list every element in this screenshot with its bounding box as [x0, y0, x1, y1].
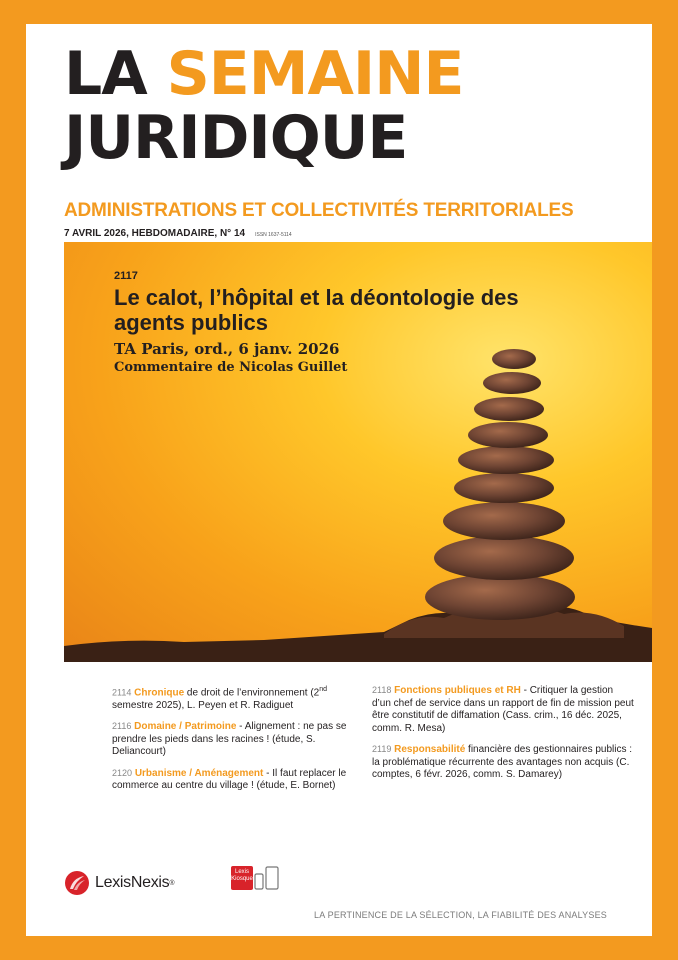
toc-item-text: - Alignement : ne pas se prendre les pieds dans les racines ! (étude, S. Deliancourt) [112, 721, 347, 758]
toc-item-text: de droit de l’environnement (2 [184, 687, 320, 699]
publisher-tagline: LA PERTINENCE DE LA SÉLECTION, LA FIABILITÉ DES ANALYSES [314, 910, 607, 920]
masthead-semaine: SEMAINE [166, 39, 464, 109]
toc-item[interactable] [112, 767, 368, 793]
toc-item[interactable] [372, 684, 634, 735]
lexis-kiosque-badge[interactable] [231, 866, 279, 890]
toc-item-text: - Critiquer la gestion d’un chef de service dans un rapport de fin de mission peut être constitutif de diffamation (Cass. crim., 16 déc. 2025, comm. R. Mesa) [372, 685, 634, 734]
article-reference: TA Paris, ord., 6 janv. 2026 [114, 340, 340, 358]
publisher-name: LexisNexis [95, 874, 170, 891]
masthead-line2: JURIDIQUE [64, 103, 408, 173]
masthead-line1 [64, 39, 464, 109]
toc-item-text-after: semestre 2025), L. Peyen et R. Radiguet [112, 699, 294, 711]
toc-item[interactable] [372, 743, 634, 782]
kiosque-line2: Kiosque [231, 876, 253, 882]
article-title[interactable]: Le calot, l’hôpital et la déontologie des agents publics [114, 285, 519, 335]
toc-item-topic: Urbanisme / Aménagement [134, 767, 264, 779]
lexisnexis-logo[interactable] [64, 870, 175, 896]
masthead-la: LA [64, 39, 147, 109]
issue-date: 7 AVRIL 2026, HEBDOMADAIRE, N° 14 [64, 228, 246, 239]
toc-item-topic: Chronique [134, 687, 185, 699]
toc-item-topic: Fonctions publiques et RH [394, 685, 521, 696]
lexisnexis-emblem-icon [64, 870, 90, 896]
toc-item-number: 2114 [112, 687, 132, 698]
edition-subtitle: ADMINISTRATIONS ET COLLECTIVITÉS TERRITORIALES [64, 200, 574, 221]
toc-item-number: 2120 [112, 767, 133, 778]
publisher-mark: ® [169, 879, 175, 887]
feature-banner[interactable] [64, 242, 652, 662]
toc-item-topic: Domaine / Patrimoine [134, 721, 237, 733]
toc-item-text: - Il faut replacer le commerce au centre du village ! (étude, E. Bornet) [112, 767, 347, 792]
toc-column-left [112, 684, 368, 801]
toc-item-text: financière des gestionnaires publics : la problématique récurrente des avantages non acquis (C. comptes, 6 févr. 2026, comm. S. Damarey) [372, 744, 633, 780]
toc-item[interactable] [112, 684, 368, 712]
toc-item-topic: Responsabilité [394, 744, 466, 755]
issue-dateline [64, 228, 292, 239]
kiosque-line1: Lexis [234, 869, 249, 875]
toc-item-sup: nd [319, 686, 328, 693]
toc-item[interactable] [112, 720, 368, 759]
devices-icon [253, 866, 279, 890]
issn: ISSN 1637-5114 [255, 232, 292, 238]
article-author: Commentaire de Nicolas Guillet [114, 360, 348, 375]
article-number: 2117 [114, 270, 138, 282]
toc-item-number: 2116 [112, 721, 132, 732]
toc-item-number: 2118 [372, 685, 392, 695]
cover-page [26, 24, 652, 936]
toc-column-right [372, 684, 634, 790]
kiosque-logo [231, 866, 253, 890]
toc-item-number: 2119 [372, 744, 392, 754]
